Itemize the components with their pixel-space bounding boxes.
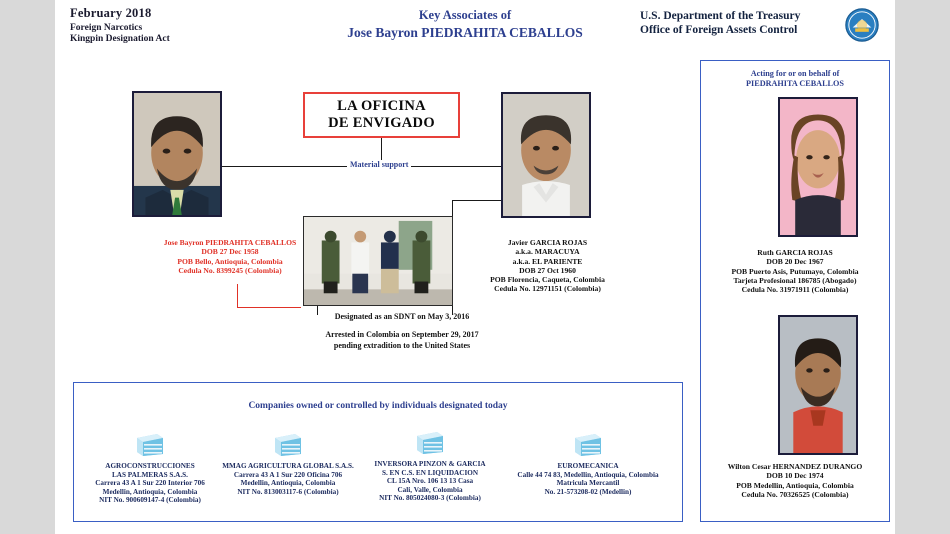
- page-title: [295, 8, 635, 41]
- connector-vertical-org: [381, 138, 382, 160]
- company-line: Calle 44 74 83, Medellin, Antioquia, Colombia: [517, 470, 659, 479]
- javier-aka-1: a.k.a. MARACUYA: [515, 247, 580, 257]
- connector-vertical-piedrahita-red: [237, 284, 238, 308]
- acting-on-behalf-heading: [701, 61, 889, 89]
- agency-line-2: Office of Foreign Assets Control: [640, 24, 798, 36]
- piedrahita-pob: POB Bello, Antioquia, Colombia: [177, 256, 283, 266]
- caption-ruth: [707, 248, 883, 294]
- arrest-line-2: pending extradition to the United States: [333, 341, 471, 350]
- piedrahita-name: Jose Bayron PIEDRAHITA CEBALLOS: [163, 238, 297, 247]
- company-line: Matricula Mercantil: [556, 479, 620, 488]
- javier-dob: DOB 27 Oct 1960: [519, 265, 576, 275]
- document-page: [55, 0, 895, 534]
- page-right-margin: [895, 0, 950, 534]
- wilton-pob: POB Medellin, Antioquia, Colombia: [736, 480, 854, 490]
- wilton-dob: DOB 10 Dec 1974: [766, 471, 824, 481]
- document-header-right: [640, 9, 890, 37]
- company-item: [213, 430, 363, 496]
- company-item: [355, 428, 505, 503]
- companies-heading: Companies owned or controlled by individuals designated today: [248, 401, 508, 411]
- acting-heading-line-1: Acting for or on behalf of: [750, 69, 840, 78]
- company-line: LAS PALMERAS S.A.S.: [112, 470, 188, 479]
- javier-pob: POB Florencia, Caqueta, Colombia: [490, 275, 605, 285]
- wilton-cedula: Cedula No. 70326525 (Colombia): [741, 489, 849, 499]
- company-item: [498, 430, 678, 496]
- company-line: EUROMECANICA: [557, 462, 619, 470]
- company-line: S. EN C.S. EN LIQUIDACION: [381, 468, 479, 477]
- photo-wilton: [778, 315, 858, 455]
- ruth-name: Ruth GARCIA ROJAS: [757, 248, 833, 257]
- organization-box: [303, 92, 460, 138]
- javier-aka-2: a.k.a. EL PARIENTE: [512, 256, 583, 266]
- company-line: NIT No. 900609147-4 (Colombia): [99, 496, 201, 505]
- publication-date: February 2018: [70, 6, 152, 20]
- photo-javier: [501, 92, 591, 218]
- company-line: Carrera 43 A 1 Sur 220 Oficina 706: [233, 470, 343, 479]
- ruth-tarjeta: Tarjeta Profesional 186785 (Abogado): [733, 275, 857, 285]
- act-line-2: Kingpin Designation Act: [70, 34, 170, 44]
- organization-name-line-2: DE ENVIGADO: [328, 115, 435, 131]
- photo-arrest: [303, 216, 453, 306]
- caption-wilton: [707, 462, 883, 499]
- company-line: INVERSORA PINZON & GARCIA: [374, 460, 486, 468]
- company-item: [75, 430, 225, 505]
- company-line: MMAG AGRICULTURA GLOBAL S.A.S.: [222, 462, 354, 470]
- agency-line-1: U.S. Department of the Treasury: [640, 10, 801, 22]
- building-icon: [271, 430, 305, 458]
- company-line: No. 21-573208-02 (Medellin): [544, 487, 632, 496]
- company-line: NIT No. 813003117-6 (Colombia): [237, 487, 339, 496]
- company-line: NIT No. 805024080-3 (Colombia): [379, 494, 481, 503]
- building-icon: [571, 430, 605, 458]
- designation-sdnt: Designated as an SDNT on May 3, 2016: [334, 312, 470, 321]
- company-line: Carrera 43 A 1 Sur 220 Interior 706: [95, 479, 205, 488]
- connector-javier-elbow: [452, 200, 501, 201]
- material-support-label: Material support: [347, 160, 411, 169]
- page-left-margin: [0, 0, 55, 534]
- page-title-line-1: Key Associates of: [418, 8, 512, 22]
- company-line: Medellin, Antioquia, Colombia: [102, 487, 198, 496]
- ruth-pob: POB Puerto Asis, Putumayo, Colombia: [731, 266, 859, 276]
- company-line: AGROCONSTRUCCIONES: [105, 462, 195, 470]
- arrest-line-1: Arrested in Colombia on September 29, 2017: [325, 330, 479, 339]
- company-line: Cali, Valle, Colombia: [397, 485, 463, 494]
- treasury-seal-icon: [845, 8, 879, 42]
- piedrahita-cedula: Cedula No. 8399245 (Colombia): [178, 265, 282, 275]
- company-line: Medellin, Antioquia, Colombia: [240, 479, 336, 488]
- piedrahita-dob: DOB 27 Dec 1958: [201, 247, 259, 257]
- act-line-1: Foreign Narcotics: [70, 23, 143, 33]
- javier-cedula: Cedula No. 12971151 (Colombia): [494, 284, 601, 294]
- ruth-cedula: Cedula No. 31971911 (Colombia): [741, 285, 849, 295]
- acting-heading-line-2: PIEDRAHITA CEBALLOS: [746, 79, 844, 88]
- photo-ruth: [778, 97, 858, 237]
- connector-elbow-to-arrest: [237, 307, 301, 308]
- javier-name: Javier GARCIA ROJAS: [507, 238, 588, 247]
- ruth-dob: DOB 20 Dec 1967: [766, 257, 824, 267]
- document-header-left: [70, 6, 170, 45]
- organization-name-line-1: LA OFICINA: [337, 98, 426, 114]
- building-icon: [133, 430, 167, 458]
- company-line: CL 15A Nro. 106 13 13 Casa: [386, 477, 474, 486]
- building-icon: [413, 428, 447, 456]
- caption-javier: [475, 238, 620, 294]
- page-title-line-2: Jose Bayron PIEDRAHITA CEBALLOS: [347, 25, 583, 40]
- photo-piedrahita: [132, 91, 222, 217]
- designation-text: [287, 311, 517, 351]
- wilton-name: Wilton Cesar HERNANDEZ DURANGO: [727, 462, 863, 471]
